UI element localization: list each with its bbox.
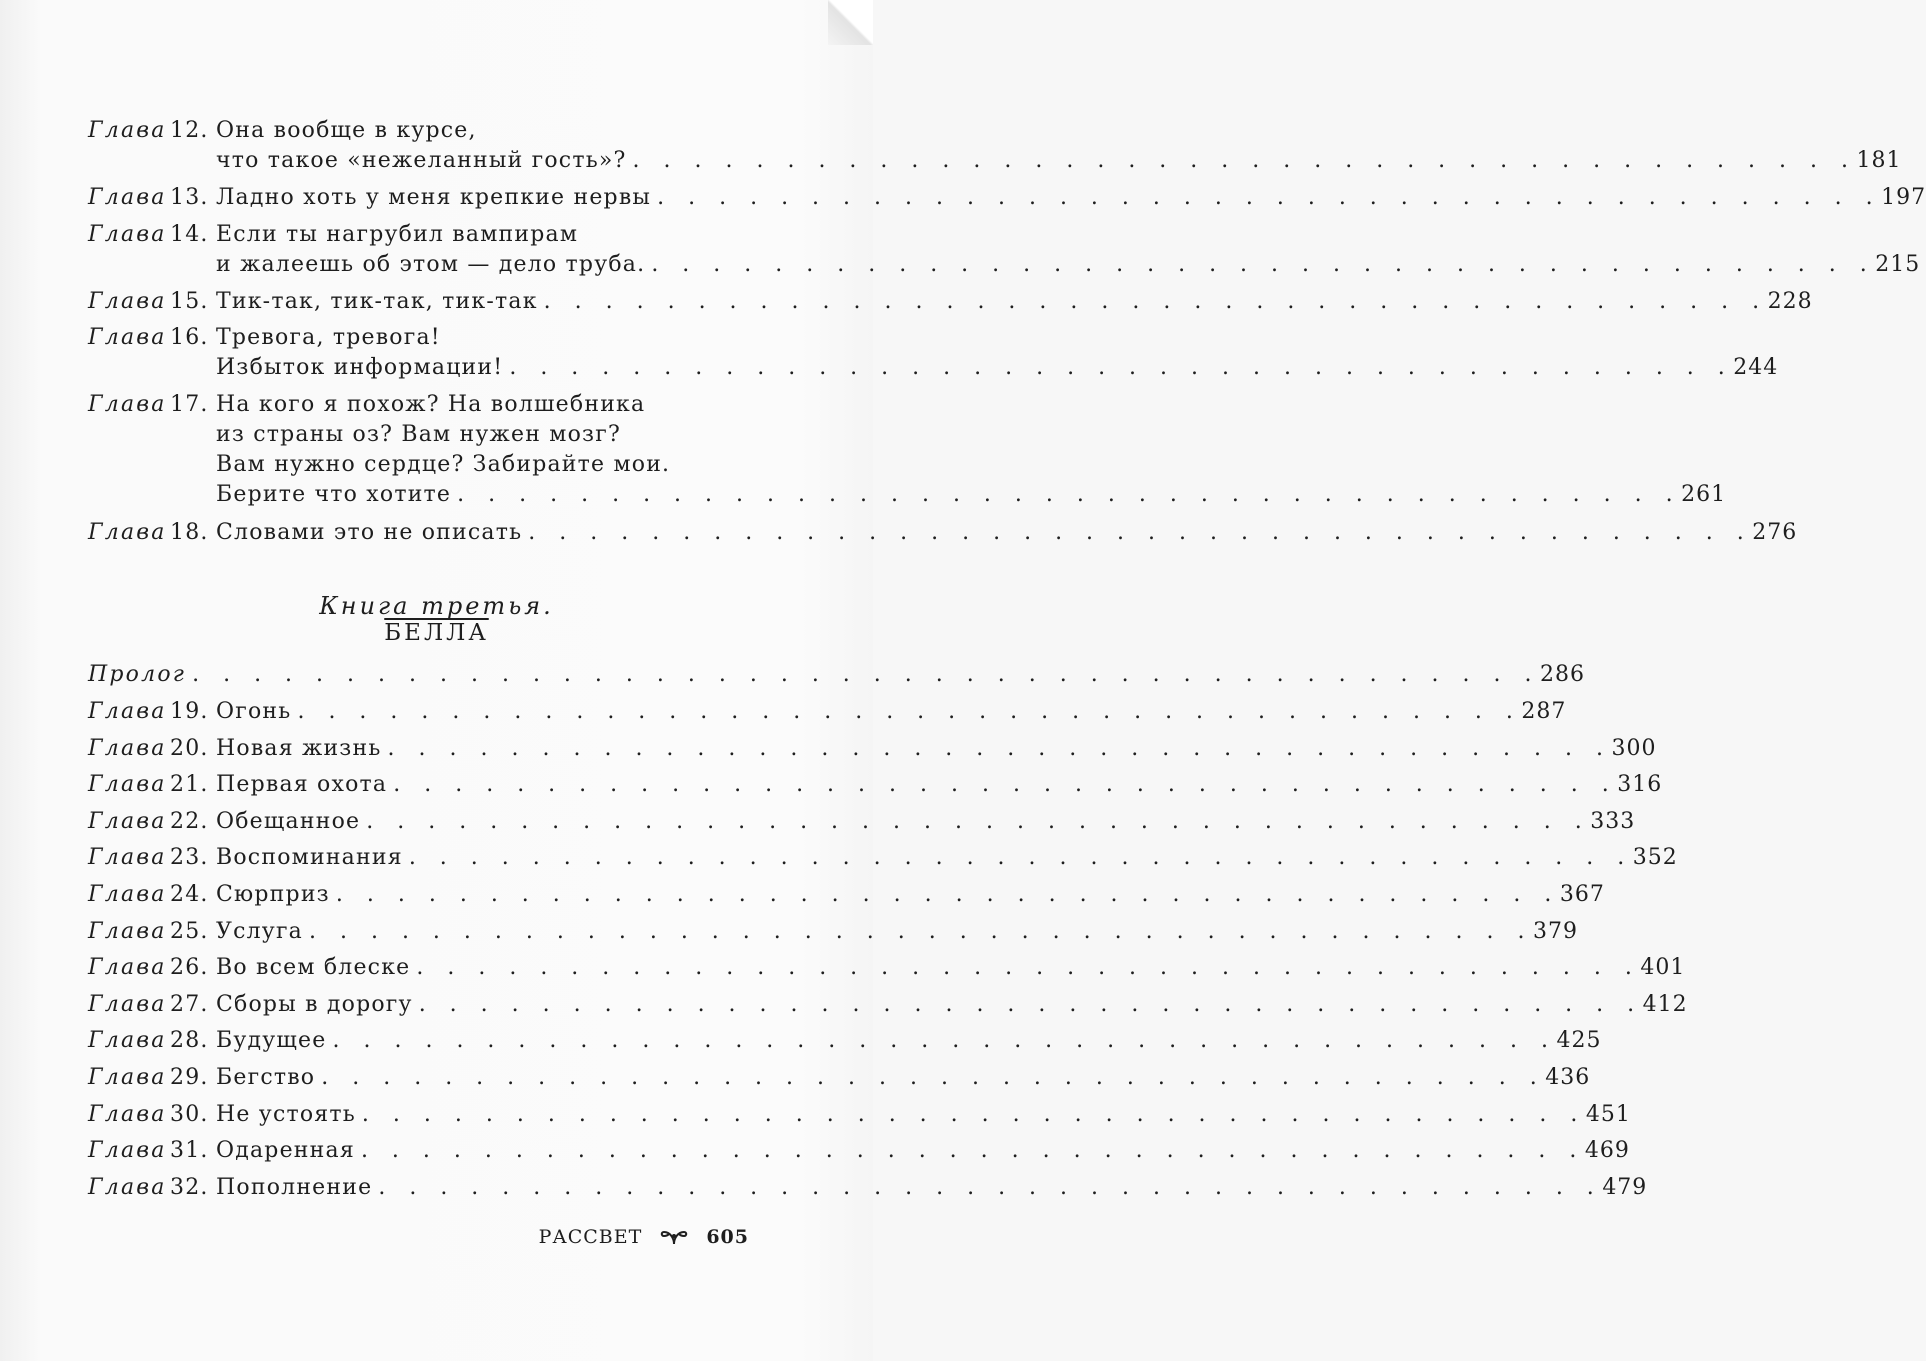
chapter-number: 16. (170, 325, 209, 350)
chapter-number: 25. (170, 918, 209, 944)
page-number: 451 (1585, 1101, 1631, 1127)
chapter-number: 28. (170, 1028, 209, 1054)
chapter-title: Берите что хотите (216, 482, 452, 507)
chapter-number: 20. (170, 735, 209, 761)
leader-dots: . . . . . . . . . . . . . . . . . . . . . . . . . . . . . . . . . . . . . . . . (418, 991, 1643, 1017)
chapter-number: 26. (170, 955, 209, 981)
chapter-title: Пополнение (216, 1174, 373, 1200)
chapter-word: Глава (88, 1174, 167, 1200)
chapter-number: 18. (170, 520, 209, 545)
chapter-title: Не устоять (216, 1101, 356, 1127)
page-number: 425 (1556, 1028, 1602, 1054)
chapter-word: Глава (88, 808, 167, 834)
page-number: 181 (1856, 148, 1902, 173)
chapter-word: Глава (88, 1028, 167, 1054)
chapter-title: Тревога, тревога! (216, 325, 441, 350)
leader-dots: . . . . . . . . . . . . . . . . . . . . . . . . . . . . . . . . . . . . . . . . (366, 808, 1591, 834)
chapter-word: Глава (88, 185, 167, 210)
chapter-title: Вам нужно сердце? Забирайте мои. (216, 452, 671, 477)
chapter-number: 24. (170, 882, 209, 907)
prologue-label: Пролог (88, 662, 187, 687)
chapter-title: Ладно хоть у меня крепкие нервы (216, 185, 652, 210)
leader-dots: . . . . . . . . . . . . . . . . . . . . . . . . . . . . . . . . . . . . . . . . (408, 845, 1633, 871)
chapter-word: Глава (88, 955, 167, 981)
book-heading (0, 592, 873, 646)
chapter-number: 15. (170, 288, 209, 314)
page-number: 412 (1642, 991, 1688, 1017)
leader-dots: . . . . . . . . . . . . . . . . . . . . . . . . . . . . . . . . . . . . . . . . (360, 1138, 1585, 1164)
chapter-number: 22. (170, 808, 209, 834)
page-number: 401 (1640, 955, 1686, 981)
page-number: 215 (1875, 251, 1921, 277)
chapter-title: Избыток информации! (216, 355, 504, 380)
page-number: 352 (1632, 845, 1678, 871)
chapter-title: Первая охота (216, 772, 388, 798)
chapter-title: Во всем блеске (216, 955, 411, 981)
chapter-title: Будущее (216, 1028, 327, 1054)
chapter-word: Глава (88, 918, 167, 944)
chapter-word: Глава (88, 1138, 167, 1164)
page-number: 276 (1752, 520, 1798, 545)
chapter-word: Глава (88, 520, 167, 545)
chapter-number: 29. (170, 1065, 209, 1090)
chapter-word: Глава (88, 325, 167, 350)
page-folio: 605 (706, 1226, 749, 1248)
chapter-title: и жалеешь об этом — дело труба. (216, 251, 646, 277)
chapter-number: 31. (170, 1138, 209, 1164)
page-number: 436 (1545, 1065, 1591, 1090)
chapter-number: 12. (170, 118, 209, 143)
chapter-title: Словами это не описать (216, 520, 523, 545)
chapter-title: Одаренная (216, 1138, 355, 1164)
page-number: 479 (1602, 1174, 1648, 1200)
page-number: 261 (1681, 482, 1727, 507)
toc-entry-prologue (88, 660, 1585, 690)
page-number: 300 (1611, 735, 1657, 761)
chapter-number: 13. (170, 185, 209, 210)
leader-dots: . . . . . . . . . . . . . . . . . . . . . . . . . . . . . . . . . . . . . . . . (651, 251, 1876, 277)
book-name-footer: РАССВЕТ (538, 1226, 643, 1248)
leader-dots: . . . . . . . . . . . . . . . . . . . . . . . . . . . . . . . . . . . . . . . . (321, 1065, 1546, 1090)
chapter-title: Обещанное (216, 808, 361, 834)
chapter-word: Глава (88, 118, 167, 143)
page-number: 244 (1733, 355, 1779, 380)
chapter-word: Глава (88, 882, 167, 907)
chapter-title: Тик-так, тик-так, тик-так (216, 288, 538, 314)
chapter-title: Новая жизнь (216, 735, 382, 761)
chapter-title: Бегство (216, 1065, 316, 1090)
leader-dots: . . . . . . . . . . . . . . . . . . . . . . . . . . . . . . . . . . . . . . . . (308, 918, 1533, 944)
leader-dots: . . . . . . . . . . . . . . . . . . . . . . . . . . . . . . . . . . . . . . . . (332, 1028, 1557, 1054)
chapter-word: Глава (88, 735, 167, 761)
page-number: 197 (1881, 185, 1926, 210)
chapter-number: 27. (170, 991, 209, 1017)
fleuron-icon (660, 1228, 688, 1246)
chapter-title: Огонь (216, 699, 292, 724)
chapter-word: Глава (88, 699, 167, 724)
chapter-word: Глава (88, 392, 167, 417)
leader-dots: . . . . . . . . . . . . . . . . . . . . . . . . . . . . . . . . . . . . . . . . (416, 955, 1641, 981)
page-number: 333 (1590, 808, 1636, 834)
chapter-number: 23. (170, 845, 209, 871)
page-number: 228 (1767, 288, 1813, 314)
page-number: 469 (1584, 1138, 1630, 1164)
chapter-word: Глава (88, 221, 167, 247)
chapter-title: что такое «нежеланный гость»? (216, 148, 627, 173)
chapter-title: Сборы в дорогу (216, 991, 413, 1017)
chapter-number: 19. (170, 699, 209, 724)
book-heading-title: Книга третья. (319, 592, 554, 620)
chapter-number: 17. (170, 392, 209, 417)
leader-dots: . . . . . . . . . . . . . . . . . . . . . . . . . . . . . . . . . . . . . . . . (632, 148, 1857, 173)
chapter-word: Глава (88, 1101, 167, 1127)
leader-dots: . . . . . . . . . . . . . . . . . . . . . . . . . . . . . . . . . . . . . . . . (543, 288, 1768, 314)
chapter-title: Услуга (216, 918, 303, 944)
chapter-title: из страны оз? Вам нужен мозг? (216, 422, 621, 447)
chapter-number: 32. (170, 1174, 209, 1200)
chapter-title: Воспоминания (216, 845, 403, 871)
chapter-number: 30. (170, 1101, 209, 1127)
page-number: 379 (1532, 918, 1578, 944)
chapter-title: Она вообще в курсе, (216, 118, 477, 143)
leader-dots: . . . . . . . . . . . . . . . . . . . . . . . . . . . . . . . . . . . . . . . . (378, 1174, 1603, 1200)
leader-dots: . . . . . . . . . . . . . . . . . . . . . . . . . . . . . . . . . . . . . . . . (528, 520, 1753, 545)
chapter-title: На кого я похож? На волшебника (216, 392, 646, 417)
chapter-word: Глава (88, 991, 167, 1017)
page-number: 316 (1617, 772, 1663, 798)
page-corner-fold (828, 0, 873, 45)
leader-dots: . . . . . . . . . . . . . . . . . . . . . . . . . . . . . . . . . . . . . . . . (457, 482, 1682, 507)
page-number: 367 (1559, 882, 1605, 907)
chapter-number: 21. (170, 772, 209, 798)
chapter-title: Если ты нагрубил вампирам (216, 221, 579, 247)
chapter-word: Глава (88, 772, 167, 798)
leader-dots: . . . . . . . . . . . . . . . . . . . . . . . . . . . . . . . . . . . . . . . . (509, 355, 1734, 380)
leader-dots: . . . . . . . . . . . . . . . . . . . . . . . . . . . . . . . . . . . . . . . . (393, 772, 1618, 798)
chapter-word: Глава (88, 288, 167, 314)
chapter-word: Глава (88, 1065, 167, 1090)
leader-dots: . . . . . . . . . . . . . . . . . . . . . . . . . . . . . . . . . . . . . . . . . . . . (192, 662, 1540, 687)
page-number: 286 (1540, 662, 1585, 687)
leader-dots: . . . . . . . . . . . . . . . . . . . . . . . . . . . . . . . . . . . . . . . . (387, 735, 1612, 761)
chapter-title: Сюрприз (216, 882, 330, 907)
chapter-number: 14. (170, 221, 209, 247)
leader-dots: . . . . . . . . . . . . . . . . . . . . . . . . . . . . . . . . . . . . . . . . (657, 185, 1882, 210)
book-heading-name: БЕЛЛА (384, 620, 489, 646)
page-number: 287 (1521, 699, 1567, 724)
leader-dots: . . . . . . . . . . . . . . . . . . . . . . . . . . . . . . . . . . . . . . . . (297, 699, 1522, 724)
chapter-word: Глава (88, 845, 167, 871)
running-footer (539, 1226, 749, 1248)
leader-dots: . . . . . . . . . . . . . . . . . . . . . . . . . . . . . . . . . . . . . . . . (361, 1101, 1586, 1127)
leader-dots: . . . . . . . . . . . . . . . . . . . . . . . . . . . . . . . . . . . . . . . . (335, 882, 1560, 907)
